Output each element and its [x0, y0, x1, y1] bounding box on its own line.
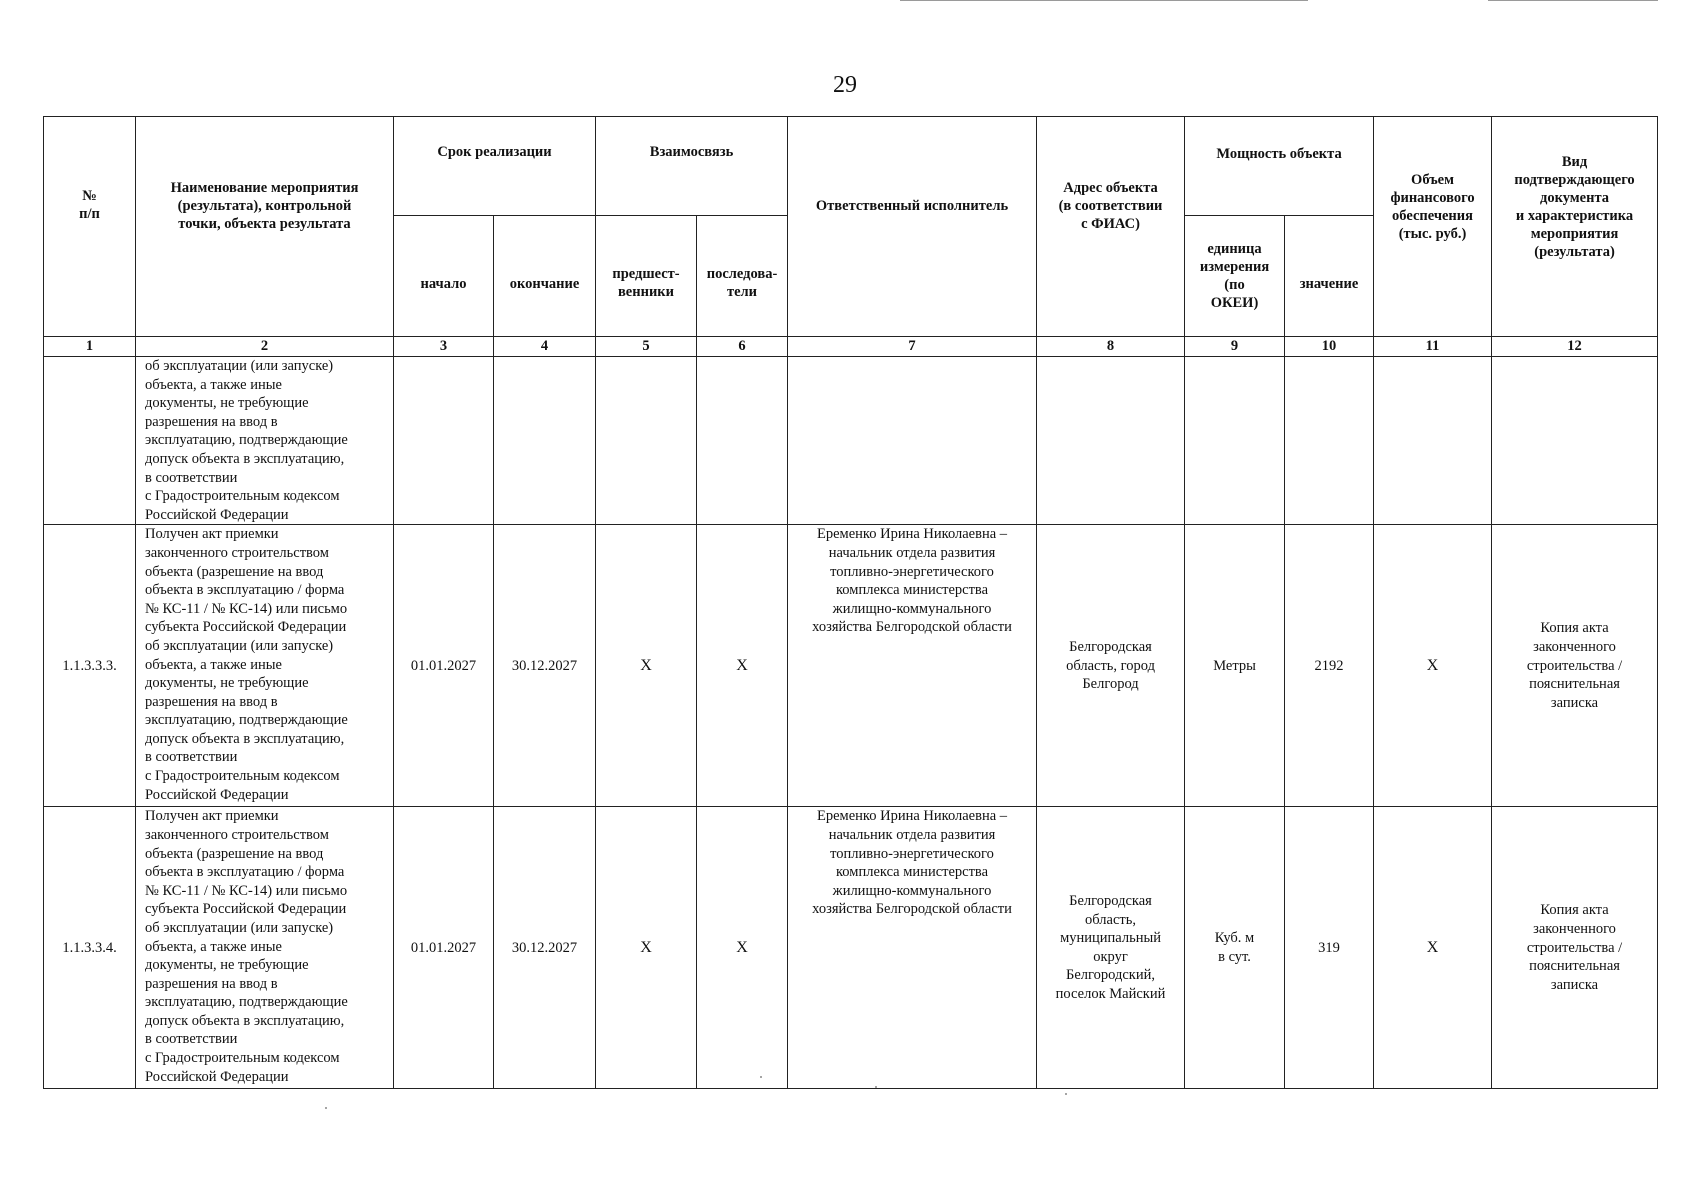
top-edge-line — [1488, 0, 1658, 1]
header-start: начало — [394, 216, 494, 337]
header-executor: Ответственный исполнитель — [788, 117, 1037, 337]
column-number: 11 — [1374, 337, 1492, 357]
cell-num — [44, 357, 136, 525]
cell-address: Белгородская область, муниципальный округ Белгородский, поселок Майский — [1037, 807, 1185, 1089]
cell-succ: X — [697, 807, 788, 1089]
header-unit: единица измерения (по ОКЕИ) — [1185, 216, 1285, 337]
column-number: 8 — [1037, 337, 1185, 357]
page-number: 29 — [833, 72, 857, 98]
header-capacity: Мощность объекта — [1185, 117, 1374, 216]
cell-pred: X — [596, 807, 697, 1089]
cell-doc: Копия акта законченного строительства / пояснительная записка — [1492, 807, 1658, 1089]
cell-value: 319 — [1285, 807, 1374, 1089]
header-finance: Объем финансового обеспечения (тыс. руб.) — [1374, 117, 1492, 337]
cell-end: 30.12.2027 — [494, 807, 596, 1089]
cell-doc — [1492, 357, 1658, 525]
cell-end — [494, 357, 596, 525]
cell-succ: X — [697, 525, 788, 807]
header-num: № п/п — [44, 117, 136, 337]
header-predecessors: предшест- венники — [596, 216, 697, 337]
scan-speck — [760, 1076, 762, 1078]
cell-address: Белгородская область, город Белгород — [1037, 525, 1185, 807]
cell-finance — [1374, 357, 1492, 525]
column-number: 2 — [136, 337, 394, 357]
cell-start: 01.01.2027 — [394, 525, 494, 807]
column-number: 9 — [1185, 337, 1285, 357]
cell-pred — [596, 357, 697, 525]
header-end: окончание — [494, 216, 596, 337]
cell-value — [1285, 357, 1374, 525]
table-row — [44, 357, 1658, 525]
cell-doc: Копия акта законченного строительства / пояснительная записка — [1492, 525, 1658, 807]
cell-address — [1037, 357, 1185, 525]
table-row — [44, 525, 1658, 807]
table-row — [44, 807, 1658, 1089]
cell-num: 1.1.3.3.4. — [44, 807, 136, 1089]
events-table — [43, 116, 1658, 1089]
column-number: 7 — [788, 337, 1037, 357]
header-successors: последова- тели — [697, 216, 788, 337]
column-number: 10 — [1285, 337, 1374, 357]
column-number: 3 — [394, 337, 494, 357]
cell-num: 1.1.3.3.3. — [44, 525, 136, 807]
header-address: Адрес объекта (в соответствии с ФИАС) — [1037, 117, 1185, 337]
column-number: 6 — [697, 337, 788, 357]
top-edge-line — [900, 0, 1308, 1]
cell-value: 2192 — [1285, 525, 1374, 807]
cell-start: 01.01.2027 — [394, 807, 494, 1089]
cell-finance: X — [1374, 807, 1492, 1089]
cell-unit: Метры — [1185, 525, 1285, 807]
cell-finance: X — [1374, 525, 1492, 807]
header-name: Наименование мероприятия (результата), контрольной точки, объекта результата — [136, 117, 394, 337]
column-number: 12 — [1492, 337, 1658, 357]
cell-executor: Еременко Ирина Николаевна – начальник отдела развития топливно-энергетического комплекса министерства жилищно-коммунального хозяйства Белгородской области — [788, 525, 1037, 807]
cell-name: об эксплуатации (или запуске) объекта, а также иные документы, не требующие разрешения на ввод в эксплуатацию, подтверждающие допуск объекта в эксплуатацию, в соответствии с Градостроительным кодексом Российской Федерации — [136, 357, 394, 525]
header-term: Срок реализации — [394, 117, 596, 216]
column-number: 5 — [596, 337, 697, 357]
scan-speck — [1065, 1093, 1067, 1095]
cell-end: 30.12.2027 — [494, 525, 596, 807]
scan-speck — [875, 1086, 877, 1088]
cell-succ — [697, 357, 788, 525]
column-number: 4 — [494, 337, 596, 357]
cell-executor — [788, 357, 1037, 525]
header-doc: Вид подтверждающего документа и характеристика мероприятия (результата) — [1492, 117, 1658, 337]
cell-name: Получен акт приемки законченного строительством объекта (разрешение на ввод объекта в эксплуатацию / форма № КС-11 / № КС-14) или письмо субъекта Российской Федерации об эксплуатации (или запуске) объекта, а также иные документы, не требующие разрешения на ввод в эксплуатацию, подтверждающие допуск объекта в эксплуатацию, в соответствии с Градостроительным кодексом Российской Федерации — [136, 807, 394, 1089]
scan-speck — [325, 1107, 327, 1109]
cell-name: Получен акт приемки законченного строительством объекта (разрешение на ввод объекта в эксплуатацию / форма № КС-11 / № КС-14) или письмо субъекта Российской Федерации об эксплуатации (или запуске) объекта, а также иные документы, не требующие разрешения на ввод в эксплуатацию, подтверждающие допуск объекта в эксплуатацию, в соответствии с Градостроительным кодексом Российской Федерации — [136, 525, 394, 807]
cell-pred: X — [596, 525, 697, 807]
header-value: значение — [1285, 216, 1374, 337]
cell-start — [394, 357, 494, 525]
cell-executor: Еременко Ирина Николаевна – начальник отдела развития топливно-энергетического комплекса министерства жилищно-коммунального хозяйства Белгородской области — [788, 807, 1037, 1089]
column-number: 1 — [44, 337, 136, 357]
cell-unit: Куб. м в сут. — [1185, 807, 1285, 1089]
header-relation: Взаимосвязь — [596, 117, 788, 216]
cell-unit — [1185, 357, 1285, 525]
